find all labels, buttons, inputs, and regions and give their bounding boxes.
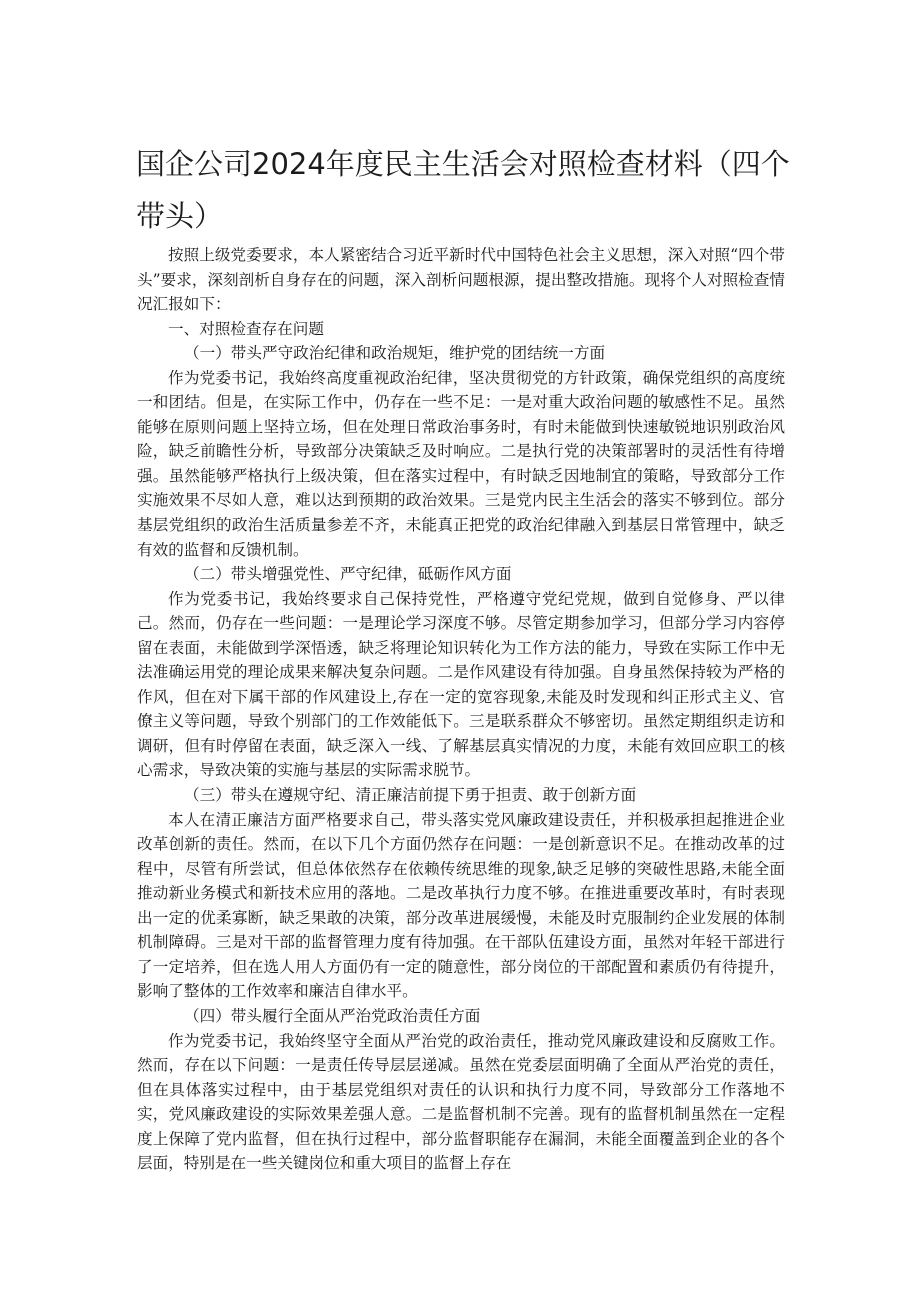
subsection-heading: （一）带头严守政治纪律和政治规矩，维护党的团结统一方面 xyxy=(184,344,606,363)
subsection-heading: （四）带头履行全面从严治党政治责任方面 xyxy=(184,1006,481,1025)
document-title: 国企公司2024年度民主生活会对照检查材料（四个带头） xyxy=(136,147,790,233)
intro-paragraph: 按照上级党委要求，本人紧密结合习近平新时代中国特色社会主义思想，深入对照“四个带头”要求，深刻剖析自身存在的问题，深入剖析问题根源，提出整改措施。现将个人对照检查情况汇报如下： xyxy=(137,246,785,314)
subsection-heading: （三）带头在遵规守纪、清正廉洁前提下勇于担责、敢于创新方面 xyxy=(184,786,637,805)
subsection-heading: （二）带头增强党性、严守纪律，砥砺作风方面 xyxy=(184,565,512,584)
body-paragraph: 作为党委书记，我始终高度重视政治纪律，坚决贯彻党的方针政策，确保党组织的高度统一和团结。但是，在实际工作中，仍存在一些不足：一是对重大政治问题的敏感性不足。虽然能够在原则问题上坚持立场，但在处理日常政治事务时，有时未能做到快速敏锐地识别政治风险，缺乏前瞻性分析，导致部分决策缺乏及时响应。二是执行党的决策部署时的灵活性有待增强。虽然能够严格执行上级决策，但在落实过程中，有时缺乏因地制宜的策略，导致部分工作实施效果不尽如人意，难以达到预期的政治效果。三是党内民主生活会的落实不够到位。部分基层党组织的政治生活质量参差不齐，未能真正把党的政治纪律融入到基层日常管理中，缺乏有效的监督和反馈机制。 xyxy=(137,368,785,559)
body-paragraph: 本人在清正廉洁方面严格要求自己，带头落实党风廉政建设责任，并积极承担起推进企业改革创新的责任。然而，在以下几个方面仍然存在问题：一是创新意识不足。在推动改革的过程中，尽管有所尝试，但总体依然存在依赖传统思维的现象,缺乏足够的突破性思路,未能全面推动新业务模式和新技术应用的落地。二是改革执行力度不够。在推进重要改革时，有时表现出一定的优柔寡断，缺乏果敢的决策，部分改革进展缓慢，未能及时克服制约企业发展的体制机制障碍。三是对干部的监督管理力度有待加强。在干部队伍建设方面，虽然对年轻干部进行了一定培养，但在选人用人方面仍有一定的随意性，部分岗位的干部配置和素质仍有待提升，影响了整体的工作效率和廉洁自律水平。 xyxy=(137,810,785,1001)
section-heading: 一、对照检查存在问题 xyxy=(168,319,324,338)
body-paragraph: 作为党委书记，我始终要求自己保持党性，严格遵守党纪党规，做到自觉修身、严以律己。然而，仍存在一些问题：一是理论学习深度不够。尽管定期参加学习，但部分学习内容停留在表面，未能做到学深悟透，缺乏将理论知识转化为工作方法的能力，导致在实际工作中无法准确运用党的理论成果来解决复杂问题。二是作风建设有待加强。自身虽然保持较为严格的作风，但在对下属干部的作风建设上,存在一定的宽容现象,未能及时发现和纠正形式主义、官僚主义等问题，导致个别部门的工作效能低下。三是联系群众不够密切。虽然定期组织走访和调研，但有时停留在表面，缺乏深入一线、了解基层真实情况的力度，未能有效回应职工的核心需求，导致决策的实施与基层的实际需求脱节。 xyxy=(137,589,785,780)
document-body xyxy=(137,243,785,1176)
body-paragraph: 作为党委书记，我始终坚守全面从严治党的政治责任，推动党风廉政建设和反腐败工作。然而，存在以下问题：一是责任传导层层递减。虽然在党委层面明确了全面从严治党的责任，但在具体落实过程中，由于基层党组织对责任的认识和执行力度不同，导致部分工作落地不实，党风廉政建设的实际效果差强人意。二是监督机制不完善。现有的监督机制虽然在一定程度上保障了党内监督，但在执行过程中，部分监督职能存在漏洞，未能全面覆盖到企业的各个层面，特别是在一些关键岗位和重大项目的监督上存在 xyxy=(137,1031,785,1173)
